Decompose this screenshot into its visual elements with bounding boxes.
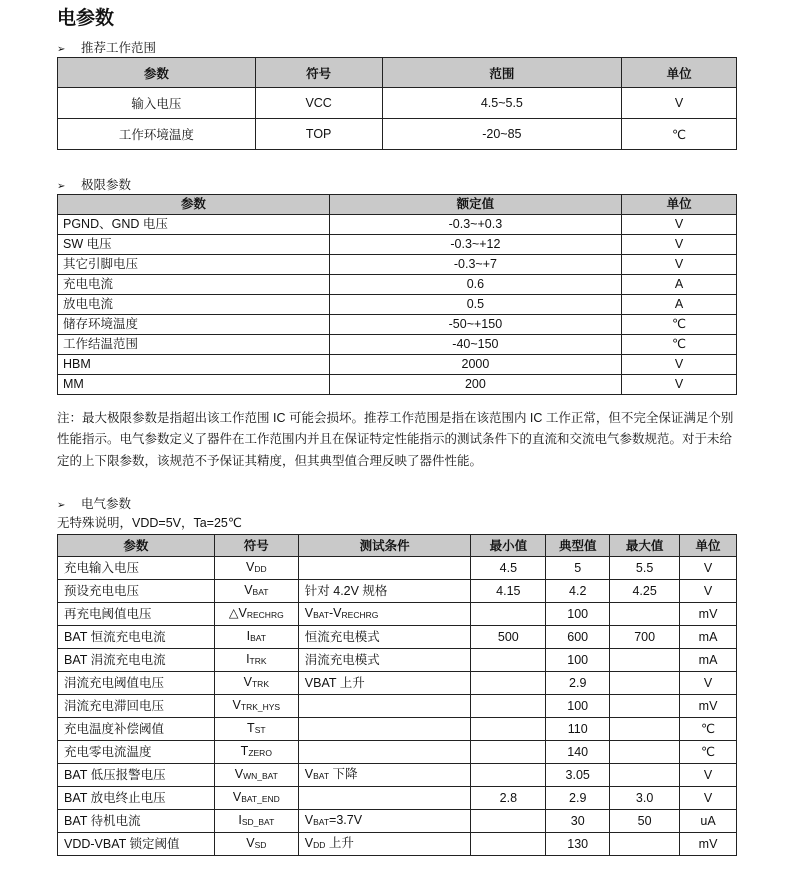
- table-row: PGND、GND 电压 -0.3~+0.3 V: [58, 215, 737, 235]
- section-heading-recommended: ➢ 推荐工作范围: [57, 41, 157, 55]
- electrical-params-table: [57, 534, 737, 856]
- note-paragraph: 注：最大极限参数是指超出该工作范围 IC 可能会损坏。推荐工作范围是指在该范围内 IC 工作正常，但不完全保证满足个别性能指示。电气参数定义了器件在工作范围内并且在保证特定性能指示的测试条件下的直流和交流电气参数规范。对于未给定的上下限参数，该规范不予保证其精度，但其典型值合理反映了器件性能。: [57, 411, 734, 468]
- arrow-bullet-icon: ➢: [57, 500, 66, 511]
- table-row: 工作结温范围 -40~150 ℃: [58, 335, 737, 355]
- table-row: BAT 待机电流 $I_{SD\_BAT}$ $V_{BAT}=3.7V$ 30 50 uA: [58, 810, 737, 833]
- absolute-max-table: [57, 194, 737, 395]
- table-row: 预设充电电压 $V_{BAT}$ 针对 4.2V 规格 4.15 4.2 4.25 V: [58, 580, 737, 603]
- table-header-row: 参数 额定值 单位: [58, 195, 737, 215]
- table-row: 涓流充电阈值电压 $V_{TRK}$ VBAT 上升 2.9 V: [58, 672, 737, 695]
- arrow-bullet-icon: ➢: [57, 181, 66, 192]
- table-row: 充电零电流温度 $T_{ZERO}$ 140 ℃: [58, 741, 737, 764]
- table-row: 储存环境温度 -50~+150 ℃: [58, 315, 737, 335]
- table-row: 其它引脚电压 -0.3~+7 V: [58, 255, 737, 275]
- table-row: 充电温度补偿阈值 $T_{ST}$ 110 ℃: [58, 718, 737, 741]
- table-header-row: 参数 符号 测试条件 最小值 典型值 最大值 单位: [58, 535, 737, 557]
- table-row: 涓流充电滞回电压 $V_{TRK\_HYS}$ 100 mV: [58, 695, 737, 718]
- section-heading-absolute-max: ➢ 极限参数: [57, 178, 132, 192]
- test-conditions-subtitle: 无特殊说明，VDD=5V，Ta=25℃: [57, 516, 242, 530]
- table-row: 充电电流 0.6 A: [58, 275, 737, 295]
- table-row: MM 200 V: [58, 375, 737, 395]
- table-row: BAT 恒流充电电流 $I_{BAT}$ 恒流充电模式 500 600 700 mA: [58, 626, 737, 649]
- recommended-range-table: [57, 57, 737, 150]
- arrow-bullet-icon: ➢: [57, 44, 66, 55]
- table-header-row: 参数 符号 范围 单位: [58, 58, 737, 88]
- table-row: 放电电流 0.5 A: [58, 295, 737, 315]
- table-row: 输入电压 VCC 4.5~5.5 V: [58, 88, 737, 119]
- table-row: 充电输入电压 $V_{DD}$ 4.5 5 5.5 V: [58, 557, 737, 580]
- table-row: BAT 放电终止电压 $V_{BAT\_END}$ 2.8 2.9 3.0 V: [58, 787, 737, 810]
- table-row: HBM 2000 V: [58, 355, 737, 375]
- table-row: 再充电阈值电压 $\triangle V_{RECHRG}$ $V_{BAT}-V_{RECHRG}$ 100 mV: [58, 603, 737, 626]
- table-row: BAT 低压报警电压 $V_{WN\_BAT}$ $V_{BAT}$ 下降 3.05 V: [58, 764, 737, 787]
- section-heading-electrical: ➢ 电气参数: [57, 497, 132, 511]
- table-row: SW 电压 -0.3~+12 V: [58, 235, 737, 255]
- table-row: VDD-VBAT 锁定阈值 $V_{SD}$ $V_{DD}$ 上升 130 mV: [58, 833, 737, 856]
- table-row: BAT 涓流充电电流 $I_{TRK}$ 涓流充电模式 100 mA: [58, 649, 737, 672]
- page-title: 电参数: [57, 8, 115, 29]
- table-row: 工作环境温度 TOP -20~85 ℃: [58, 119, 737, 150]
